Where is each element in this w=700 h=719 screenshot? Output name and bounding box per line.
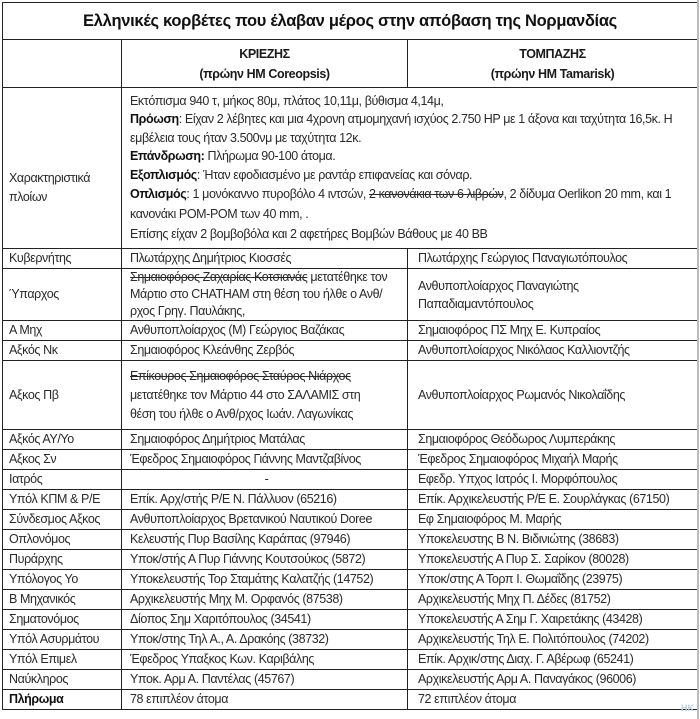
- tompazis-cell: Επίκ. Αρχικ/στης Διαχ. Γ. Αβέρωφ (65241): [408, 650, 698, 670]
- table-row: [3, 510, 698, 530]
- tompazis-cell: Έφεδρος Σημαιοφόρος Μιχαήλ Μαρής: [408, 450, 698, 470]
- krieziis-crew-total: 78 επιπλέον άτομα: [122, 690, 408, 710]
- krieziis-cell: Κελευστής Πυρ Βασίλης Καράπας (97946): [122, 530, 408, 550]
- specs-dimensions: Εκτόπισμα 940 τ, μήκος 80μ, πλάτος 10,11μ, βύθισμα 4,14μ,: [130, 94, 444, 108]
- row-label: Αξκός Νκ: [3, 341, 122, 361]
- row-label: Οπλονόμος: [3, 530, 122, 550]
- row-label: Αξκος Πβ: [3, 361, 122, 430]
- table-row: [3, 570, 698, 590]
- table-row: [3, 470, 698, 490]
- equipment-text: : Ήταν εφοδιασμένο με ραντάρ επιφανείας και σόναρ.: [196, 167, 473, 182]
- krieziis-cell: Πλωτάρχης Δημήτριος Κιοσσές: [122, 249, 408, 269]
- table-row: [3, 361, 698, 430]
- tompazis-cell: Σημαιοφόρος ΠΣ Μηχ Ε. Κυπραίος: [408, 321, 698, 341]
- row-label: Α Μηχ: [3, 321, 122, 341]
- tompazis-cell: Αρχικελευστής Μηχ Π. Δέδες (81752): [408, 590, 698, 610]
- krieziis-cell: Υποκ/στής Α Πυρ Γιάννης Κουτσούκος (5872): [122, 550, 408, 570]
- corvettes-table: [2, 2, 698, 710]
- tompazis-cell: Υποκελευστης Β Ν. Βιδινιώτης (38683): [408, 530, 698, 550]
- equipment-label: Εξοπλισμός: [130, 167, 197, 182]
- krieziis-cell: [122, 269, 408, 321]
- specs-row: [3, 88, 698, 249]
- row-label: Αξκός ΑΥ/Υο: [3, 430, 122, 450]
- tompazis-cell: Αρχικελευστής Τηλ Ε. Πολιτόπουλος (74202): [408, 630, 698, 650]
- krieziis-cell: Ανθυποπλοίαρχος Βρετανικού Ναυτικού Doree: [122, 510, 408, 530]
- title-row: [3, 3, 698, 40]
- table-row: [3, 550, 698, 570]
- tompazis-cell: Αρχικελευστής Αρμ Α. Παναγάκος (96006): [408, 670, 698, 690]
- row-label: Υπόλ ΚΠΜ & Ρ/Ε: [3, 490, 122, 510]
- specs-armament: [130, 184, 689, 224]
- row-label: Υπόλ Ασυρμάτου: [3, 630, 122, 650]
- watermark: HK: [681, 703, 694, 713]
- tompazis-cell: Υποκ/στης Α Τορπ Ι. Θωμαΐδης (23975): [408, 570, 698, 590]
- krieziis-cell: Δίοπος Σημ Χαριτόπουλος (34541): [122, 610, 408, 630]
- krieziis-cell: Επίκ. Αρχ/στής Ρ/Ε Ν. Πάλλυον (65216): [122, 490, 408, 510]
- krieziis-cell: [122, 361, 408, 430]
- row-label: Ύπαρχος: [3, 269, 122, 321]
- tompazis-cell: Ανθυποπλοίαρχος Ρωμανός Νικολαΐδης: [408, 361, 698, 430]
- crew-total-row: [3, 690, 698, 710]
- krieziis-cell: Υποκ/στης Τηλ Α., Α. Δρακόης (38732): [122, 630, 408, 650]
- table-row: [3, 269, 698, 321]
- header-empty-cell: [3, 40, 122, 88]
- table-row: [3, 450, 698, 470]
- propulsion-text: : Είχαν 2 λέβητες και μια 4χρονη ατμομηχανή ισχύος 2.750 HP με 1 άξονα και ταχύτητα 16,5κ. Η εμβέλεια τους ήταν 3.500νμ με ταχύτητα 12κ.: [130, 112, 673, 145]
- row-label: Ιατρός: [3, 470, 122, 490]
- struck-name: Επίκουρος Σημαιοφόρος Σταύρος Νιάρχος: [130, 368, 351, 383]
- krieziis-cell: Έφεδρος Σημαιοφόρος Γιάννης Μαντζαβίνος: [122, 450, 408, 470]
- transfer-note: μετατέθηκε τον Μάρτιο 44 στο ΣΑΛΑΜΙΣ στη θέση του ήλθε ο Ανθ/ρχος Ιωάν. Λαγωνίκας: [130, 387, 361, 421]
- table-row: [3, 630, 698, 650]
- specs-cell: [122, 88, 698, 249]
- armament-label: Οπλισμός: [130, 187, 187, 202]
- struck-name: Σημαιοφόρος Ζαχαρίας Κοτσιανάς: [130, 270, 308, 285]
- krieziis-cell: Σημαιοφόρος Δημήτριος Ματάλας: [122, 430, 408, 450]
- tompazis-cell: Πλωτάρχης Γεώργιος Παναγιωτόπουλος: [408, 249, 698, 269]
- header-tompazis: [408, 40, 698, 88]
- table-row: [3, 670, 698, 690]
- table-row: [3, 530, 698, 550]
- row-label: Σηματονόμος: [3, 610, 122, 630]
- ship-former-name: (πρώην HM Coreopsis): [199, 66, 330, 81]
- table-row: [3, 590, 698, 610]
- row-label: Υπόλ Επιμελ: [3, 650, 122, 670]
- row-label: Β Μηχανικός: [3, 590, 122, 610]
- ship-former-name: (πρώην HM Tamarisk): [490, 66, 615, 81]
- tompazis-cell: Ανθυποπλοίαρχος Παναγιώτης Παπαδιαμαντόπουλος: [408, 269, 698, 321]
- specs-propulsion: [130, 110, 689, 147]
- tompazis-cell: Σημαιοφόρος Θεόδωρος Λυμπεράκης: [408, 430, 698, 450]
- tompazis-cell: Υποκελευστής Α Πυρ Σ. Σαρίκον (80028): [408, 550, 698, 570]
- row-label: Σύνδεσμος Αξκος: [3, 510, 122, 530]
- crew-text: Πλήρωμα 90-100 άτομα.: [204, 149, 336, 164]
- armament-text-b: , 2 δίδυμα Oerlikon 20 mm, και 1 κανονάκι POM-POM των 40 mm, .: [130, 187, 672, 222]
- row-label: Ναύκληρος: [3, 670, 122, 690]
- tompazis-crew-total: 72 επιπλέον άτομα: [408, 690, 698, 710]
- specs-extra: Επίσης είχαν 2 βομβοβόλα και 2 αφετήρες Βομβών Βάθους με 40 ΒΒ: [130, 227, 488, 242]
- krieziis-cell: Υποκ. Αρμ Α. Παντέλας (45767): [122, 670, 408, 690]
- row-label: Κυβερνήτης: [3, 249, 122, 269]
- crew-total-label: Πλήρωμα: [3, 690, 122, 710]
- tompazis-cell: Υποκελευστής Α Σημ Γ. Χαιρετάκης (43428): [408, 610, 698, 630]
- specs-label: Χαρακτηριστικά πλοίων: [3, 88, 122, 249]
- table-row: [3, 341, 698, 361]
- ship-name: ΤΟΜΠΑΖΗΣ: [519, 46, 586, 61]
- tompazis-cell: Εφ Σημαιοφόρος Μ. Μαρής: [408, 510, 698, 530]
- specs-equipment: [130, 166, 689, 184]
- row-label: Υπόλογος Υο: [3, 570, 122, 590]
- row-label: Πυράρχης: [3, 550, 122, 570]
- table-row: [3, 430, 698, 450]
- transfer-note: μετατέθηκε τον Μάρτιο στο CHATHAM στη θέση του ήλθε ο Ανθ/ρχος Γρηγ. Παυλάκης,: [130, 270, 388, 319]
- armament-struck-text: 2 κανονάκια των 6 λιβρών: [368, 187, 504, 202]
- ship-name: ΚΡΙΕΖΗΣ: [239, 46, 290, 61]
- propulsion-label: Πρόωση: [130, 112, 179, 127]
- krieziis-cell: Έφεδρος Υπαξκος Κων. Καριβάλης: [122, 650, 408, 670]
- header-row: [3, 40, 698, 88]
- tompazis-cell: Ανθυποπλοίαρχος Νικόλαος Καλλιοντζής: [408, 341, 698, 361]
- table-row: [3, 650, 698, 670]
- document-page: [2, 2, 697, 710]
- krieziis-cell: Αρχικελευστής Μηχ Μ. Ορφανός (87538): [122, 590, 408, 610]
- krieziis-cell: Ανθυποπλοίαρχος (Μ) Γεώργιος Βαζάκας: [122, 321, 408, 341]
- krieziis-cell: Σημαιοφόρος Κλεάνθης Ζερβός: [122, 341, 408, 361]
- header-krieziis: [122, 40, 408, 88]
- tompazis-cell: Επίκ. Αρχικελευστής Ρ/Ε Ε. Σουρλάγκας (67150): [408, 490, 698, 510]
- specs-crew: [130, 147, 689, 165]
- table-row: [3, 321, 698, 341]
- table-row: [3, 610, 698, 630]
- page-edge-line: [697, 0, 699, 719]
- krieziis-cell: Υποκελευστής Τορ Σταμάτης Καλατζής (14752): [122, 570, 408, 590]
- crew-label: Επάνδρωση:: [130, 149, 205, 164]
- table-row: [3, 249, 698, 269]
- row-label: Αξκος Σν: [3, 450, 122, 470]
- armament-text-a: : 1 μονόκαννο πυροβόλο 4 ιντσών,: [186, 187, 369, 202]
- krieziis-cell: -: [122, 470, 408, 490]
- table-row: [3, 490, 698, 510]
- table-title: Ελληνικές κορβέτες που έλαβαν μέρος στην απόβαση της Νορμανδίας: [3, 3, 698, 40]
- tompazis-cell: Εφεδρ. Υπχος Ιατρός Ι. Μορφόπουλος: [408, 470, 698, 490]
